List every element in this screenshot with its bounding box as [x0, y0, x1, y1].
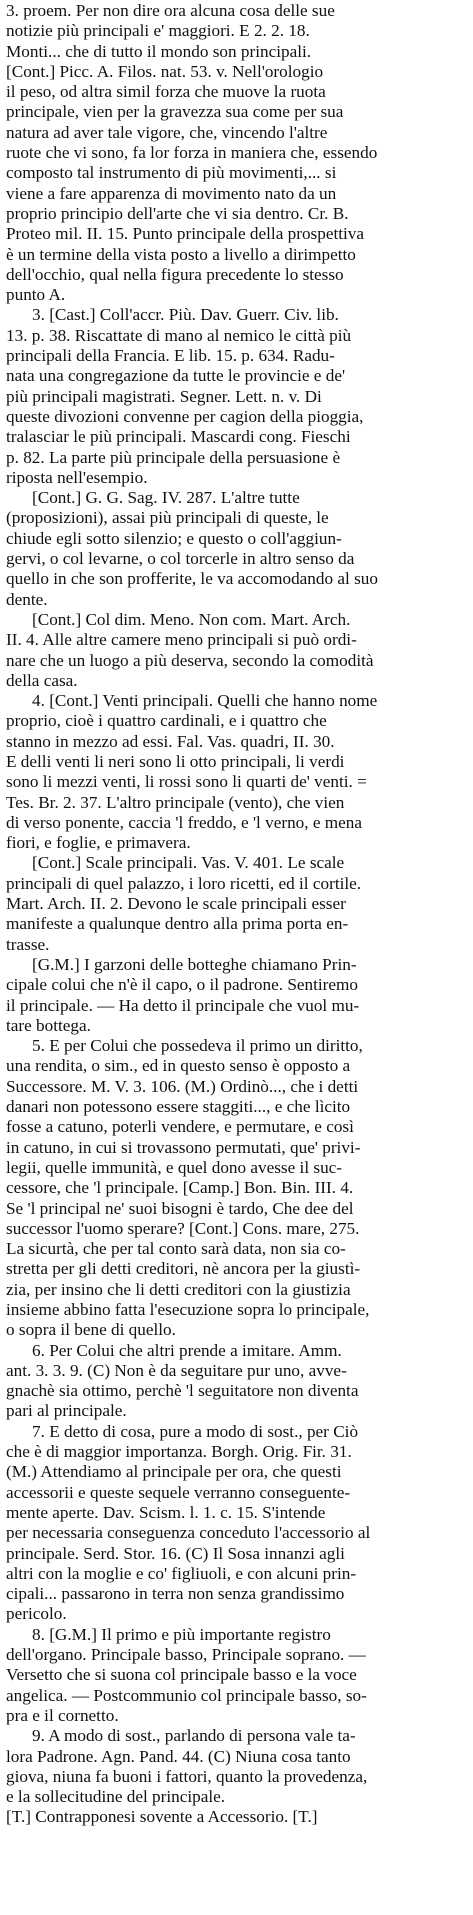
entry-paragraph-8: [6, 1036, 464, 1340]
paragraph-text: 9. A modo di sost., parlando di persona vale ta- lora Padrone. Agn. Pand. 44. (C) Niuna cosa tanto giova, niuna fa buoni i fattori, quanto la provedenza, e la sollecitudine del principale.: [6, 1726, 368, 1807]
entry-paragraph-11: [6, 1625, 464, 1726]
entry-paragraph-13: [6, 1807, 464, 1827]
paragraph-text: [Cont.] G. G. Sag. IV. 287. L'altre tutte (proposizioni), assai più principali di queste, le chiude egli sotto silenzio; e questo o coll'aggiun- gervi, o col levarne, o col torcerle in altro senso da quello in che son profferite, le va accomodando al suo dente.: [6, 488, 378, 609]
paragraph-text: [T.] Contrapponesi sovente a Accessorio. [T.]: [6, 1807, 318, 1827]
entry-paragraph-10: [6, 1422, 464, 1625]
entry-paragraph-7: [6, 955, 464, 1036]
paragraph-text: 4. [Cont.] Venti principali. Quelli che hanno nome proprio, cioè i quattro cardinali, e i quattro che stanno in mezzo ad essi. Fal. Vas. quadri, II. 30. E delli venti li neri sono li otto principali, li verdi sono li mezzi venti, li rossi sono li quarti de' venti. = Tes. Br. 2. 37. L'altro principale (vento), che vien di verso ponente, caccia 'l freddo, e 'l verno, e mena fiori, e foglie, e primavera.: [6, 691, 378, 853]
paragraph-text: 3. [Cast.] Coll'accr. Più. Dav. Guerr. Civ. lib. 13. p. 38. Riscattate di mano al nemico le città più principali della Francia. E lib. 15. p. 634. Radu- nata una congregazione da tutte le provincie e de' più principali magistrati. Segner. Lett. n. v. Di queste divozioni convenne per cagion della pioggia, tralasciar le più principali. Mascardi cong. Fieschi p. 82. La parte più principale della persuasione è riposta nell'esempio.: [6, 305, 364, 487]
entry-paragraph-6: [6, 853, 464, 954]
entry-paragraph-5: [6, 691, 464, 853]
paragraph-text: [Cont.] Col dim. Meno. Non com. Mart. Arch. II. 4. Alle altre camere meno principali si può ordi- nare che un luogo a più deserva, secondo la comodità della casa.: [6, 609, 374, 690]
entry-paragraph-1: [6, 1, 464, 305]
entry-paragraph-12: [6, 1726, 464, 1807]
entry-paragraph-4: [6, 610, 464, 691]
paragraph-text: 7. E detto di cosa, pure a modo di sost., per Ciò che è di maggior importanza. Borgh. Orig. Fir. 31. (M.) Attendiamo al principale per ora, che questi accessorii e queste sequele verranno conseguente- mente aperte. Dav. Scism. l. 1. c. 15. S'intende per necessaria conseguenza conceduto l'accessorio al principale. Serd. Stor. 16. (C) Il Sosa innanzi agli altri con la moglie e co' figliuoli, e con alcuni prin- cipali... passarono in terra non senza grandissimo pericolo.: [6, 1421, 371, 1624]
paragraph-text: 5. E per Colui che possedeva il primo un diritto, una rendita, o sim., ed in questo senso è opposto a Successore. M. V. 3. 106. (M.) Ordinò..., che i detti danari non potessono essere staggiti..., e che lìcito fosse a catuno, poterli vendere, e permutare, e così in catuno, in cui si trovassono permutati, que' privi- legii, quelle immunità, e quel dono avesse il suc- cessore, che 'l principale. [Camp.] Bon. Bin. III. 4. Se 'l principal ne' suoi bisogni è tardo, Che dee del successor l'uomo sperare? [Cont.] Cons. mare, 275. La sicurtà, che per tal conto sarà data, non sia co- stretta per gli detti creditori, nè ancora per la giustì- zia, per insino che li detti creditori con la giustizia insieme abbino fatta l'esecuzione sopra lo principale, o sopra il bene di quello.: [6, 1036, 370, 1340]
entry-paragraph-3: [6, 488, 464, 610]
entry-paragraph-2: [6, 305, 464, 488]
paragraph-text: 8. [G.M.] Il primo e più importante registro dell'organo. Principale basso, Principale soprano. — Versetto che si suona col principale basso e la voce angelica. — Postcommunio col principale basso, so- pra e il cornetto.: [6, 1624, 367, 1725]
paragraph-text: [Cont.] Scale principali. Vas. V. 401. Le scale principali di quel palazzo, i loro ricetti, ed il cortile. Mart. Arch. II. 2. Devono le scale principali esser manifeste a qualunque dentro alla prima porta en- trasse.: [6, 853, 362, 954]
paragraph-text: [G.M.] I garzoni delle botteghe chiamano Prin- cipale colui che n'è il capo, o il padrone. Sentiremo il principale. — Ha detto il principale che vuol mu- tare bottega.: [6, 954, 360, 1035]
paragraph-text: 6. Per Colui che altri prende a imitare. Amm. ant. 3. 3. 9. (C) Non è da seguitare pur uno, avve- gnachè sia ottimo, perchè 'l seguitatore non diventa pari al principale.: [6, 1340, 359, 1421]
paragraph-text: 3. proem. Per non dire ora alcuna cosa delle sue notizie più principali e' maggiori. E 2. 2. 18. Monti... che di tutto il mondo son principali. [Cont.] Picc. A. Filos. nat. 53. v. Nell'orologio il peso, od altra simil forza che muove la ruota principale, vien per la gravezza sua come per sua natura ad aver tale vigore, che, vincendo l'altre ruote che vi sono, fa lor forza in maniera che, essendo composto tal instrumento di più movimenti,... si viene a fare apparenza di movimento nato da un proprio principio dell'arte che vi sia dentro. Cr. B. Proteo mil. II. 15. Punto principale della prospettiva è un termine della vista posto a livello a dirimpetto dell'occhio, qual nella figura precedente lo stesso punto A.: [6, 1, 378, 305]
entry-paragraph-9: [6, 1341, 464, 1422]
